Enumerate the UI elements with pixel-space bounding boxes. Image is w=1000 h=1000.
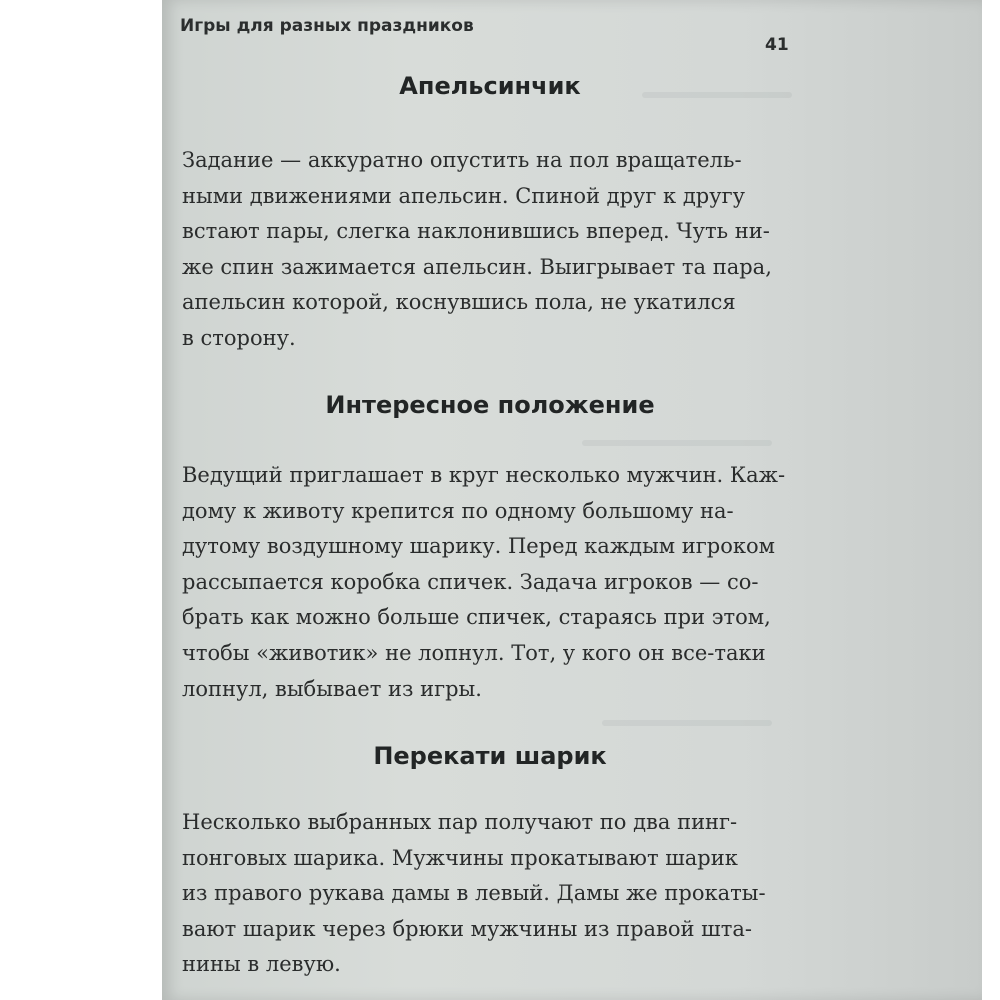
section-body-apelsinchik: Задание — аккуратно опустить на пол вращатель- ными движениями апельсин. Спиной друг к другу встают пары, слегка наклонившись вперед. Чуть ни- же спин зажимается апельсин. Выигрывает та пара, апельсин которой, коснувшись пола, не укатился в сторону. [182,148,772,350]
bleed-through-mark [602,720,772,726]
section-body-interesnoe-polozhenie: Ведущий приглашает в круг несколько мужчин. Каж- дому к животу крепится по одному большому на- дутому воздушному шарику. Перед каждым игроком рассыпается коробка спичек. Задача игроков — со- брать как можно больше спичек, стараясь при этом, чтобы «животик» не лопнул. Тот, у кого он все-таки лопнул, выбывает из игры. [182,463,786,701]
bleed-through-mark [582,440,772,446]
page-number: 41 [765,35,789,55]
section-title-interesnoe-polozhenie: Интересное положение [325,391,655,419]
section-title-apelsinchik: Апельсинчик [399,72,581,100]
section-body-perekati-sharik: Несколько выбранных пар получают по два пинг- понговых шарика. Мужчины прокатывают шарик из правого рукава дамы в левый. Дамы же прокаты- вают шарик через брюки мужчины из правой шта- нины в левую. [182,810,766,977]
running-header: Игры для разных праздников [180,16,474,36]
section-title-perekati-sharik: Перекати шарик [373,742,607,770]
